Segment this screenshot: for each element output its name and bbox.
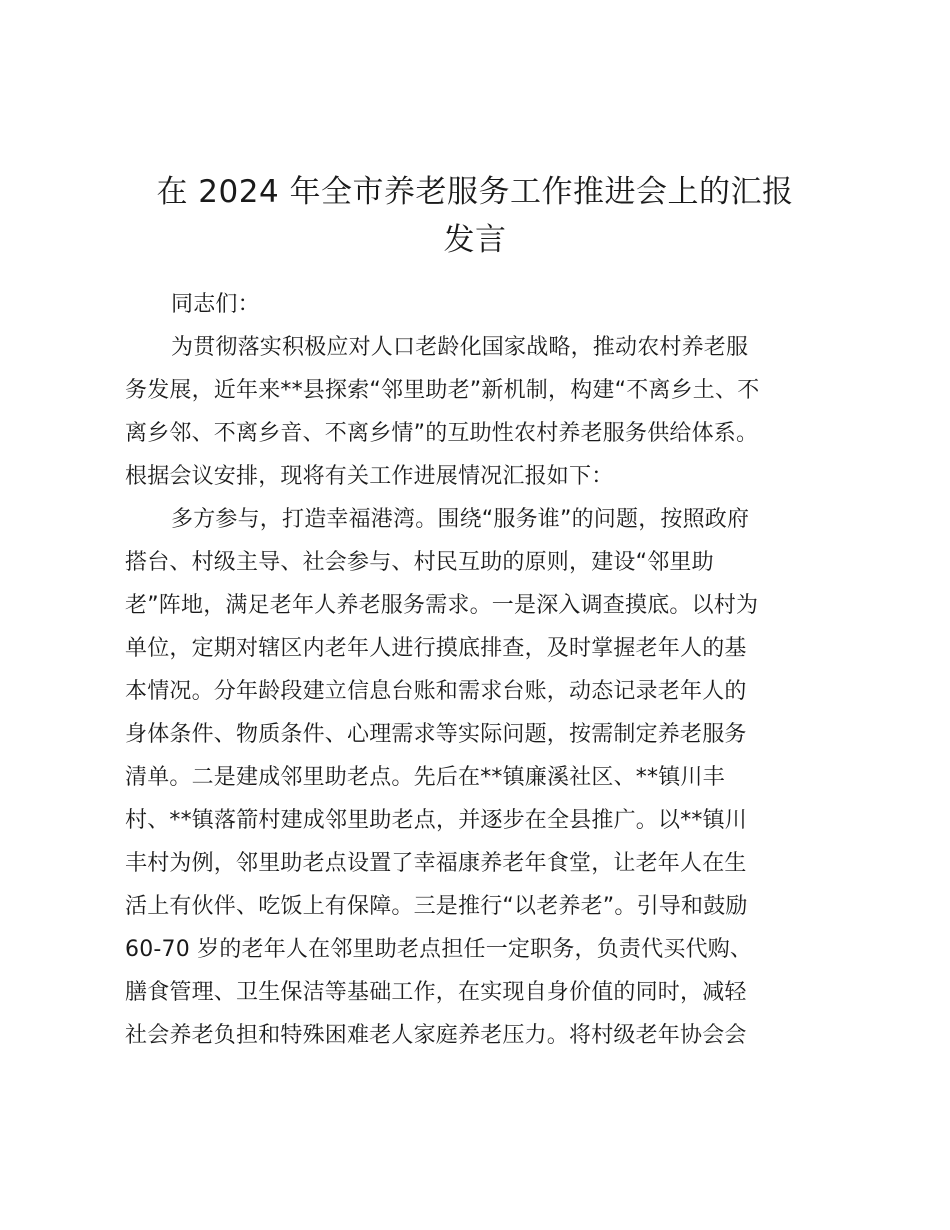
- paragraph-line: 根据会议安排，现将有关工作进展情况汇报如下：: [125, 464, 614, 489]
- title-line-1: 在 2024 年全市养老服务工作推进会上的汇报: [156, 174, 794, 210]
- paragraph-1: [125, 326, 825, 498]
- paragraph-line: 单位，定期对辖区内老年人进行摸底排查，及时掌握老年人的基: [125, 636, 747, 661]
- document-body: [125, 283, 825, 1057]
- paragraph-line: 村、**镇落箭村建成邻里助老点，并逐步在全县推广。以**镇川: [125, 808, 748, 833]
- paragraph-line: 社会养老负担和特殊困难老人家庭养老压力。将村级老年协会会: [125, 1023, 747, 1048]
- paragraph-line: 为贯彻落实积极应对人口老龄化国家战略，推动农村养老服: [171, 335, 749, 360]
- paragraph-line: 60-70 岁的老年人在邻里助老点担任一定职务，负责代买代购、: [125, 937, 753, 962]
- paragraph-line: 活上有伙伴、吃饭上有保障。三是推行“以老养老”。引导和鼓励: [125, 894, 748, 919]
- paragraph-line: 搭台、村级主导、社会参与、村民互助的原则，建设“邻里助: [125, 550, 714, 575]
- greeting: 同志们：: [171, 292, 260, 317]
- document-title: [125, 168, 825, 264]
- title-line-2: 发言: [443, 222, 507, 258]
- paragraph-line: 离乡邻、不离乡音、不离乡情”的互助性农村养老服务供给体系。: [125, 421, 759, 446]
- paragraph-2: [125, 498, 825, 1057]
- paragraph-line: 多方参与，打造幸福港湾。围绕“服务谁”的问题，按照政府: [171, 507, 750, 532]
- paragraph-line: 老”阵地，满足老年人养老服务需求。一是深入调查摸底。以村为: [125, 593, 759, 618]
- paragraph-line: 膳食管理、卫生保洁等基础工作，在实现自身价值的同时，减轻: [125, 980, 747, 1005]
- paragraph-line: 身体条件、物质条件、心理需求等实际问题，按需制定养老服务: [125, 722, 747, 747]
- paragraph-line: 清单。二是建成邻里助老点。先后在**镇廉溪社区、**镇川丰: [125, 765, 725, 790]
- paragraph-line: 本情况。分年龄段建立信息台账和需求台账，动态记录老年人的: [125, 679, 747, 704]
- paragraph-line: 丰村为例，邻里助老点设置了幸福康养老年食堂，让老年人在生: [125, 851, 747, 876]
- paragraph-line: 务发展，近年来**县探索“邻里助老”新机制，构建“不离乡土、不: [125, 378, 760, 403]
